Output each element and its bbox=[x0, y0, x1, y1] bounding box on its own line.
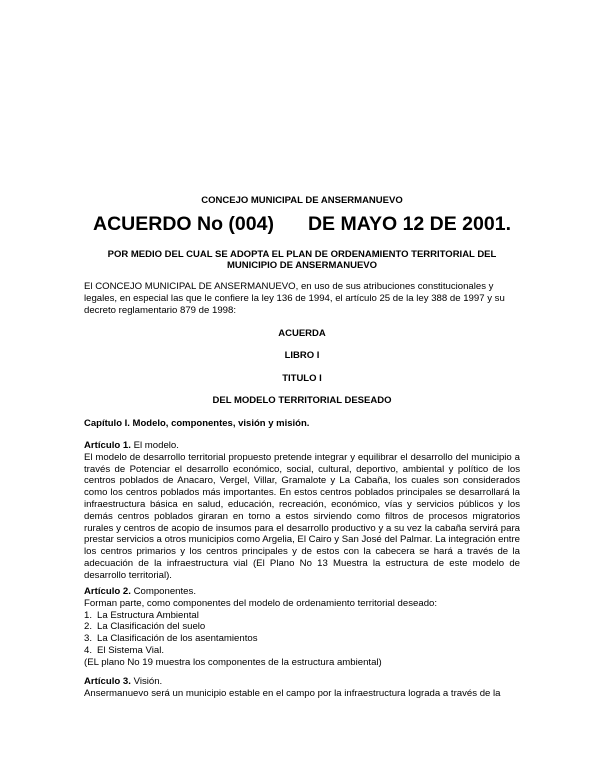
chapter-heading: Capítulo I. Modelo, componentes, visión y misión. bbox=[84, 418, 310, 429]
list-item: 3. La Clasificación de los asentamientos bbox=[84, 633, 258, 645]
document-title bbox=[84, 213, 520, 236]
heading-titulo: TITULO I bbox=[282, 373, 322, 384]
article-2-heading bbox=[84, 586, 520, 598]
article-2-intro: Forman parte, como componentes del modelo de ordenamiento territorial deseado: bbox=[84, 597, 438, 609]
article-3-heading bbox=[84, 676, 520, 688]
article-1-name: El modelo. bbox=[130, 440, 179, 451]
list-item: 1. La Estructura Ambiental bbox=[84, 609, 199, 621]
heading-libro: LIBRO I bbox=[284, 350, 320, 361]
title-agreement-number: ACUERDO No (004) bbox=[93, 213, 274, 235]
heading-acuerda: ACUERDA bbox=[278, 328, 326, 339]
article-3-body: Ansermanuevo será un municipio estable en el campo por la infraestructura lograda a través de la bbox=[84, 687, 501, 699]
article-3-name: Visión. bbox=[130, 676, 163, 687]
council-name: CONCEJO MUNICIPAL DE ANSERMANUEVO bbox=[201, 195, 403, 206]
document-subtitle: POR MEDIO DEL CUAL SE ADOPTA EL PLAN DE ORDENAMIENTO TERRITORIAL DEL MUNICIPIO DE ANSERMANUEVO bbox=[107, 249, 497, 271]
list-item: 2. La Clasificación del suelo bbox=[84, 621, 206, 633]
components-list bbox=[84, 610, 520, 657]
article-1-label: Artículo 1. bbox=[84, 440, 131, 451]
article-1-body: El modelo de desarrollo territorial propuesto pretende integrar y equilibrar el desarrollo del municipio a través de Potenciar el desarrollo económico, social, cultural, deportivo, ambiental y político de los centros poblados de Anacaro, Vergel, Villar, Gramalote y La Cabaña, los cuales son considerados como los centros poblados más importantes. En estos centros poblados principales se desarrollará la infraestructura básica en salud, educación, recreación, económico, vías y servicios públicos y los demás centros poblados giraran en torno a estos sirviendo como filtros de procesos migratorios rurales y centros de acopio de insumos para el desarrollo productivo y a su vez la cabaña servirá para prestar servicios a otros municipios como Argelia, El Cairo y San José del Palmar. La integración entre los centros primarios y los centros principales y de estos con la cabecera se hará a través de la adecuación de la infraestructura vial (El Plano No 13 Muestra la estructura de este modelo de desarrollo territorial). bbox=[84, 451, 520, 581]
list-item: 4. El Sistema Vial. bbox=[84, 644, 165, 656]
preamble-paragraph: El CONCEJO MUNICIPAL DE ANSERMANUEVO, en uso de sus atribuciones constitucionales y legales, en especial las que le confiere la ley 136 de 1994, el artículo 25 de la ley 388 de 1997 y su decreto reglamentario 879 de 1998: bbox=[84, 281, 505, 316]
article-2-name: Componentes. bbox=[130, 586, 196, 597]
title-date: DE MAYO 12 DE 2001. bbox=[307, 213, 511, 235]
article-3 bbox=[84, 676, 520, 700]
article-2 bbox=[84, 586, 520, 669]
article-2-note: (EL plano No 19 muestra los componentes de la estructura ambiental) bbox=[84, 656, 382, 668]
heading-modelo: DEL MODELO TERRITORIAL DESEADO bbox=[212, 395, 392, 406]
article-3-label: Artículo 3. bbox=[84, 676, 131, 687]
article-1 bbox=[84, 440, 520, 582]
article-2-label: Artículo 2. bbox=[84, 586, 131, 597]
article-1-heading bbox=[84, 440, 520, 452]
